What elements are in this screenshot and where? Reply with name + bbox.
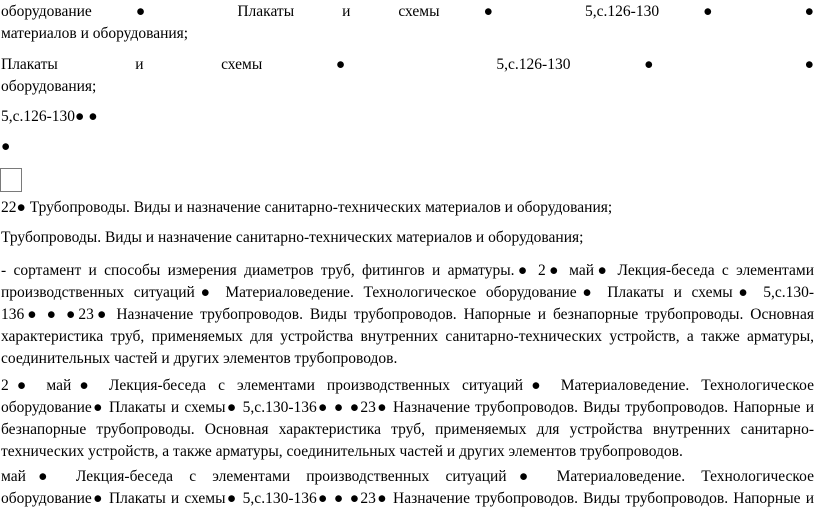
text-line: материалов и оборудования; [1, 25, 189, 42]
paragraph-8 [1, 375, 814, 463]
text-line: оборудование● Плакаты и схемы● 5,с.126-130● ● [1, 3, 814, 20]
paragraph-5 [1, 197, 814, 219]
text-line: технических устройств, а также арматуры, соединительных частей и других элементов трубопроводов. [1, 443, 683, 460]
text-line: 5,с.126-130● ● [1, 108, 98, 125]
text-line: соединительных частей и других элементов трубопроводов. [1, 350, 398, 367]
text-line: производственных ситуаций● Материаловедение. Технологическое оборудование● Плакаты и схемы● 5,с.130- [1, 284, 814, 301]
empty-table-cell [0, 168, 22, 192]
text-line: оборудование● Плакаты и схемы● 5,с.130-136● ● ●23● Назначение трубопроводов. Виды трубопроводов. Напорные и [1, 490, 814, 507]
text-line: оборудования; [1, 78, 97, 95]
text-line: 2● май● Лекция-беседа с элементами производственных ситуаций● Материаловедение. Технологическое [1, 377, 814, 394]
paragraph-6 [1, 227, 814, 249]
paragraph-1 [1, 1, 814, 45]
paragraph-4 [1, 136, 814, 158]
text-line: Трубопроводы. Виды и назначение санитарно-технических материалов и оборудования; [1, 229, 584, 246]
paragraph-9 [1, 466, 814, 509]
paragraph-7 [1, 260, 814, 370]
text-line: безнапорные трубопроводы. Основная характеристика труб, применяемых для устройства внутренних санитарно- [1, 421, 814, 438]
text-line: 136● ● ●23● Назначение трубопроводов. Виды трубопроводов. Напорные и безнапорные трубопроводы. Основная [1, 306, 814, 323]
paragraph-3 [1, 106, 814, 128]
text-line: оборудование● Плакаты и схемы● 5,с.130-136● ● ●23● Назначение трубопроводов. Виды трубопроводов. Напорные и [1, 399, 814, 416]
text-line: характеристика труб, применяемых для устройства внутренних санитарно-технических устройств, а также арматуры, [1, 328, 814, 345]
text-line: - сортамент и способы измерения диаметров труб, фитингов и арматуры.● 2● май● Лекция-беседа с элементами [1, 262, 814, 279]
text-line: ● [1, 138, 11, 155]
text-line: Плакаты и схемы● 5,с.126-130● ● [1, 56, 814, 73]
text-line: 22● Трубопроводы. Виды и назначение санитарно-технических материалов и оборудования; [1, 199, 613, 216]
paragraph-2 [1, 54, 814, 98]
text-line: май● Лекция-беседа с элементами производственных ситуаций● Материаловедение. Технологическое [1, 468, 814, 485]
